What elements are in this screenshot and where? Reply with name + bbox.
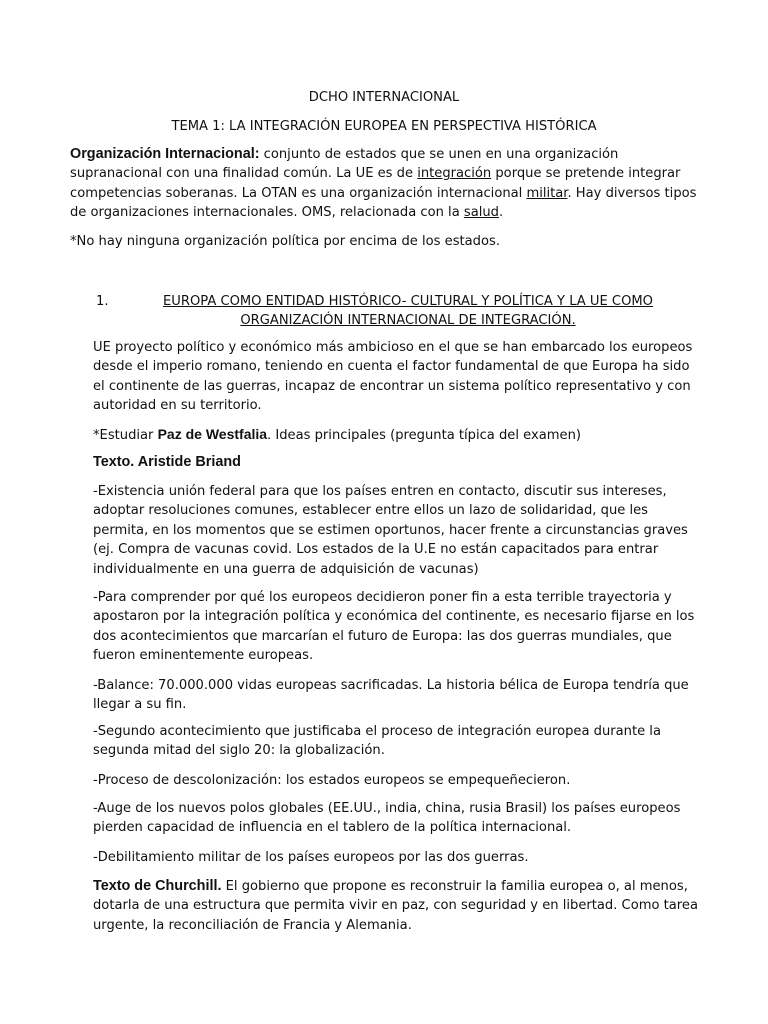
section-number: 1.: [96, 294, 109, 309]
point-paragraph: -Existencia unión federal para que los países entren en contacto, discutir sus intereses, adoptar resoluciones comunes, establecer entre ellos un lazo de solidaridad, que les permita, en los momentos que se estimen oportunos, hacer frente a circunstancias graves (ej. Compra de vacunas covid. Los estados de la U.E no están capacitados para entrar individualmente en una guerra de adquisición de vacunas): [93, 484, 688, 577]
underlined-integracion: integración: [417, 166, 492, 182]
section-title: EUROPA COMO ENTIDAD HISTÓRICO- CULTURAL Y POLÍTICA Y LA UE COMO ORGANIZACIÓN INTERNACIONAL DE INTEGRACIÓN.: [163, 294, 653, 329]
underlined-salud: salud: [463, 205, 499, 221]
definition-label: Organización Internacional:: [70, 146, 260, 162]
point-paragraph: -Proceso de descolonización: los estados europeos se empequeñecieron.: [93, 773, 571, 788]
study-highlight: Paz de Westfalia: [157, 426, 268, 442]
point-paragraph: -Balance: 70.000.000 vidas europeas sacrificadas. La historia bélica de Europa tendría que llegar a su fin.: [93, 678, 689, 713]
note-paragraph: *No hay ninguna organización política por encima de los estados.: [70, 234, 500, 249]
definition-paragraph: Organización Internacional: conjunto de estados que se unen en una organización supranacional con una finalidad común. La UE es de integración porque se pretende integrar competencias soberanas. La OTAN es una organización internacional militar. Hay diversos tipos de organizaciones internacionales. OMS, relacionada con la salud.: [70, 146, 697, 221]
briand-heading: Texto. Aristide Briand: [93, 454, 241, 470]
document-title: DCHO INTERNACIONAL: [308, 90, 460, 105]
intro-paragraph: UE proyecto político y económico más ambicioso en el que se han embarcado los europeos desde el imperio romano, teniendo en cuenta el factor fundamental de que Europa ha sido el continente de las guerras, incapaz de encontrar un sistema político representativo y con autoridad en su territorio.: [93, 340, 693, 414]
point-paragraph: -Para comprender por qué los europeos decidieron poner fin a esta terrible trayectoria y apostaron por la integración política y económica del continente, es necesario fijarse en los dos acontecimientos que marcarían el futuro de Europa: las dos guerras mundiales, que fueron eminentemente europeas.: [93, 590, 695, 664]
churchill-paragraph: Texto de Churchill. El gobierno que propone es reconstruir la familia europea o, al menos, dotarla de una estructura que permita vivir en paz, con seguridad y en libertad. Como tarea urgente, la reconciliación de Francia y Alemania.: [93, 878, 698, 933]
study-note: *Estudiar Paz de Westfalia. Ideas principales (pregunta típica del examen): [93, 426, 581, 443]
point-paragraph: -Segundo acontecimiento que justificaba el proceso de integración europea durante la segunda mitad del siglo 20: la globalización.: [93, 724, 661, 759]
point-paragraph: -Debilitamiento militar de los países europeos por las dos guerras.: [93, 850, 529, 865]
document-subtitle: TEMA 1: LA INTEGRACIÓN EUROPEA EN PERSPECTIVA HISTÓRICA: [171, 119, 597, 134]
churchill-label: Texto de Churchill.: [93, 878, 222, 894]
point-paragraph: -Auge de los nuevos polos globales (EE.UU., india, china, rusia Brasil) los países europeos pierden capacidad de influencia en el tablero de la política internacional.: [93, 801, 681, 836]
underlined-militar: militar: [526, 185, 568, 201]
